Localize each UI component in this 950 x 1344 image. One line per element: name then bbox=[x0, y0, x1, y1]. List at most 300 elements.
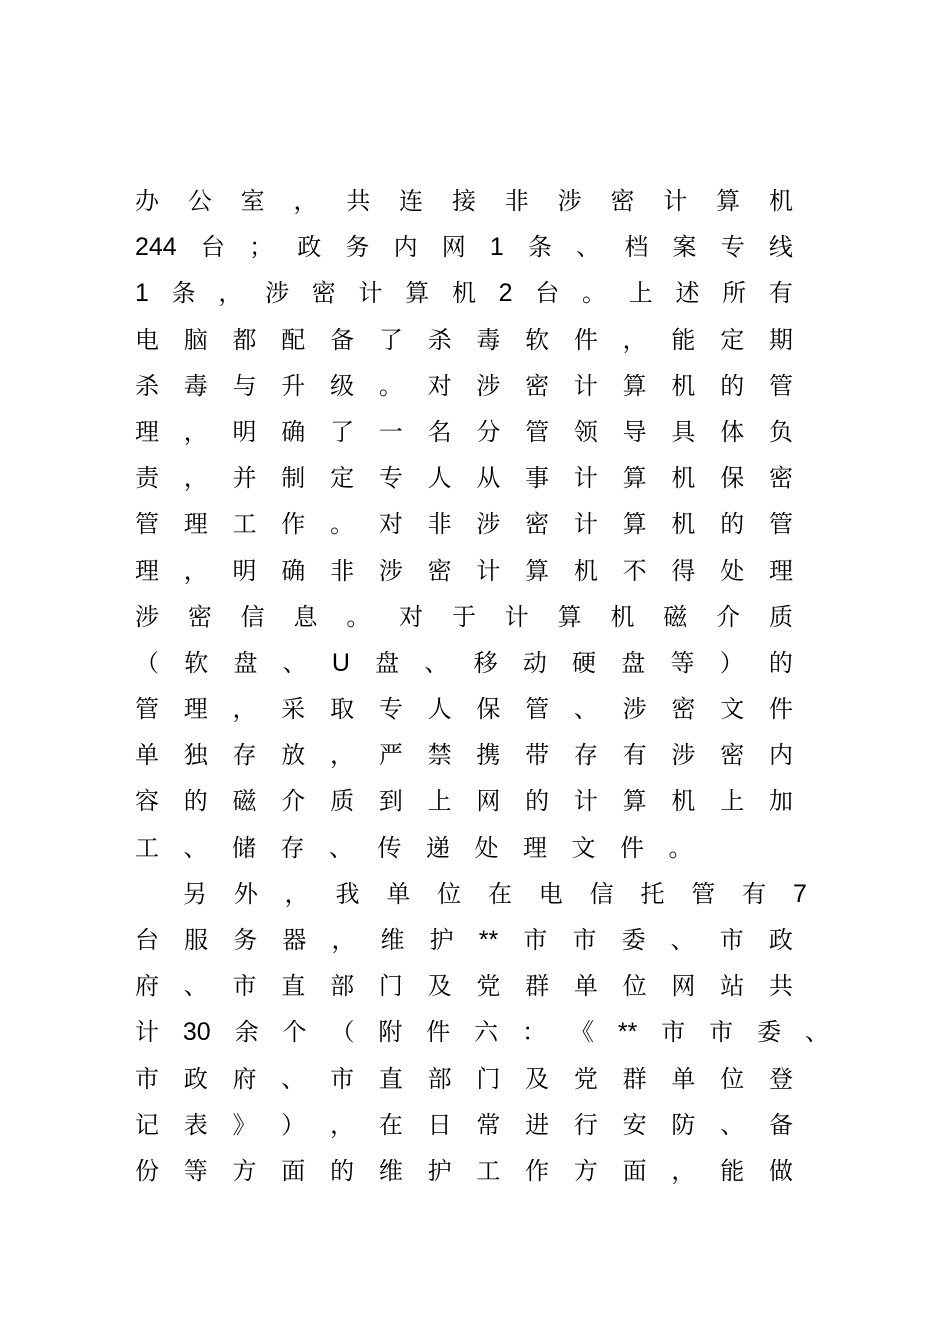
glyph: 个 bbox=[282, 1018, 307, 1047]
glyph: 共 bbox=[346, 187, 371, 215]
glyph: 党 bbox=[476, 972, 501, 1001]
glyph: 务 bbox=[233, 926, 258, 954]
text-line bbox=[135, 501, 793, 547]
glyph: 配 bbox=[281, 325, 306, 354]
glyph: 存 bbox=[280, 833, 305, 862]
glyph: 及 bbox=[427, 972, 452, 1001]
glyph: 具 bbox=[671, 417, 696, 446]
glyph: 工 bbox=[232, 510, 257, 539]
glyph: 的 bbox=[720, 510, 745, 539]
glyph: ， bbox=[293, 187, 318, 215]
glyph: 在 bbox=[378, 1110, 403, 1139]
glyph: 台 bbox=[535, 279, 560, 308]
glyph: 市 bbox=[572, 926, 597, 954]
glyph: 我 bbox=[335, 879, 360, 908]
glyph: 。 bbox=[668, 833, 693, 862]
glyph: 行 bbox=[573, 1110, 598, 1139]
glyph: 在 bbox=[487, 879, 512, 908]
glyph: 明 bbox=[232, 417, 257, 446]
glyph: ， bbox=[232, 695, 257, 724]
glyph: 党 bbox=[573, 1064, 598, 1093]
glyph: 1 bbox=[489, 233, 504, 262]
glyph: 。 bbox=[330, 510, 355, 539]
glyph: 软 bbox=[184, 648, 209, 677]
glyph: 件 bbox=[573, 325, 598, 354]
text-line bbox=[135, 178, 793, 224]
glyph: 部 bbox=[427, 1064, 452, 1093]
glyph: 密 bbox=[187, 602, 212, 631]
glyph: 算 bbox=[622, 787, 647, 816]
glyph: 的 bbox=[183, 787, 208, 816]
glyph: 算 bbox=[622, 464, 647, 493]
glyph: ； bbox=[249, 233, 274, 262]
glyph: 涉 bbox=[476, 510, 501, 539]
glyph: 机 bbox=[671, 464, 696, 493]
glyph: 算 bbox=[622, 371, 647, 400]
glyph: 市 bbox=[135, 1064, 159, 1093]
glyph: 与 bbox=[232, 371, 257, 400]
body-text bbox=[135, 178, 835, 1194]
glyph: 质 bbox=[768, 602, 793, 631]
glyph: 了 bbox=[378, 325, 403, 354]
glyph: ， bbox=[622, 325, 647, 354]
glyph: 群 bbox=[525, 972, 550, 1001]
glyph: 室 bbox=[240, 187, 265, 215]
glyph: 上 bbox=[427, 787, 452, 816]
glyph: 动 bbox=[522, 648, 547, 677]
glyph: 机 bbox=[451, 279, 476, 308]
glyph: 做 bbox=[768, 1156, 793, 1185]
glyph: 了 bbox=[330, 417, 355, 446]
glyph: 公 bbox=[187, 187, 212, 215]
glyph: 有 bbox=[742, 879, 767, 908]
glyph: 保 bbox=[720, 464, 745, 493]
glyph: 处 bbox=[474, 833, 499, 862]
glyph: 台 bbox=[200, 233, 225, 262]
glyph: 确 bbox=[281, 417, 306, 446]
glyph: 方 bbox=[573, 1156, 598, 1185]
glyph: 传 bbox=[377, 833, 402, 862]
glyph: 市 bbox=[709, 1018, 734, 1047]
text-line bbox=[135, 917, 793, 963]
glyph: 。 bbox=[346, 602, 371, 631]
glyph: 介 bbox=[716, 602, 741, 631]
glyph: 。 bbox=[378, 371, 403, 400]
glyph: 密 bbox=[610, 187, 635, 215]
glyph: 、 bbox=[804, 1018, 829, 1047]
glyph: 件 bbox=[768, 695, 793, 724]
glyph: 质 bbox=[330, 787, 355, 816]
glyph: 理 bbox=[768, 556, 793, 585]
glyph: 密 bbox=[671, 695, 696, 724]
glyph: 定 bbox=[720, 325, 745, 354]
glyph: 门 bbox=[476, 1064, 501, 1093]
glyph: 理 bbox=[183, 695, 208, 724]
glyph: 站 bbox=[720, 972, 745, 1001]
glyph: 六 bbox=[474, 1018, 499, 1047]
glyph: 处 bbox=[720, 556, 745, 585]
glyph: 单 bbox=[671, 1064, 696, 1093]
glyph: 》 bbox=[232, 1110, 257, 1139]
text-line bbox=[135, 455, 793, 501]
glyph: 机 bbox=[610, 602, 635, 631]
glyph: 办 bbox=[135, 187, 159, 215]
glyph: 上 bbox=[628, 279, 653, 308]
glyph: 算 bbox=[557, 602, 582, 631]
glyph: 密 bbox=[720, 741, 745, 770]
glyph: 毒 bbox=[476, 325, 501, 354]
glyph: 市 bbox=[523, 926, 548, 954]
glyph: 能 bbox=[671, 325, 696, 354]
glyph: 独 bbox=[183, 741, 208, 770]
glyph: ， bbox=[671, 1156, 696, 1185]
glyph: 采 bbox=[281, 695, 306, 724]
glyph: 盘 bbox=[375, 648, 400, 677]
glyph: 非 bbox=[427, 510, 452, 539]
glyph: 计 bbox=[135, 1018, 159, 1047]
glyph: ： bbox=[522, 1018, 547, 1047]
glyph: 硬 bbox=[572, 648, 597, 677]
glyph: 网 bbox=[441, 233, 466, 262]
glyph: 市 bbox=[719, 926, 744, 954]
glyph: 位 bbox=[437, 879, 462, 908]
glyph: 方 bbox=[232, 1156, 257, 1185]
glyph: 台 bbox=[135, 926, 159, 954]
glyph: 政 bbox=[297, 233, 322, 262]
glyph: 。 bbox=[582, 279, 606, 308]
glyph: 面 bbox=[622, 1156, 647, 1185]
text-line bbox=[135, 1056, 793, 1102]
glyph: 机 bbox=[671, 371, 696, 400]
glyph: 机 bbox=[573, 556, 598, 585]
glyph: 的 bbox=[330, 1156, 355, 1185]
glyph: 等 bbox=[670, 648, 695, 677]
glyph: ** bbox=[617, 1018, 638, 1047]
glyph: 市 bbox=[232, 972, 257, 1001]
glyph: 负 bbox=[768, 417, 793, 446]
glyph: 密 bbox=[768, 464, 793, 493]
text-line bbox=[135, 594, 793, 640]
glyph: 涉 bbox=[135, 602, 159, 631]
glyph: 容 bbox=[135, 787, 159, 816]
text-line bbox=[135, 1148, 793, 1194]
glyph: 存 bbox=[573, 741, 598, 770]
glyph: 明 bbox=[232, 556, 257, 585]
glyph: 对 bbox=[399, 602, 424, 631]
glyph: 密 bbox=[427, 556, 452, 585]
glyph: ） bbox=[719, 648, 744, 677]
glyph: 日 bbox=[427, 1110, 452, 1139]
glyph: 群 bbox=[622, 1064, 647, 1093]
glyph: 磁 bbox=[663, 602, 688, 631]
glyph: 、 bbox=[282, 648, 307, 677]
glyph: 涉 bbox=[378, 556, 403, 585]
glyph: 杀 bbox=[135, 371, 159, 400]
glyph: 内 bbox=[393, 233, 418, 262]
glyph: ** bbox=[478, 926, 499, 954]
glyph: 取 bbox=[330, 695, 355, 724]
glyph: 有 bbox=[622, 741, 647, 770]
glyph: 服 bbox=[184, 926, 209, 954]
glyph: 计 bbox=[573, 371, 598, 400]
glyph: 网 bbox=[476, 787, 501, 816]
glyph: 档 bbox=[624, 233, 649, 262]
glyph: 计 bbox=[358, 279, 383, 308]
glyph: 管 bbox=[135, 695, 159, 724]
glyph: 储 bbox=[232, 833, 256, 862]
glyph: 单 bbox=[573, 972, 598, 1001]
glyph: 机 bbox=[671, 787, 696, 816]
glyph: 电 bbox=[538, 879, 563, 908]
glyph: 、 bbox=[424, 648, 449, 677]
glyph: 份 bbox=[135, 1156, 159, 1185]
glyph: 不 bbox=[622, 556, 647, 585]
glyph: 的 bbox=[768, 648, 793, 677]
glyph: 涉 bbox=[265, 279, 290, 308]
glyph: 安 bbox=[622, 1110, 647, 1139]
glyph: 、 bbox=[573, 695, 598, 724]
glyph: 密 bbox=[525, 510, 550, 539]
text-line bbox=[135, 963, 793, 1009]
glyph: 级 bbox=[330, 371, 355, 400]
glyph: ， bbox=[183, 417, 208, 446]
glyph: 算 bbox=[405, 279, 430, 308]
glyph: 上 bbox=[720, 787, 745, 816]
glyph: 得 bbox=[671, 556, 696, 585]
glyph: 位 bbox=[720, 1064, 745, 1093]
glyph: 共 bbox=[768, 972, 793, 1001]
glyph: 禁 bbox=[427, 741, 452, 770]
glyph: 信 bbox=[589, 879, 614, 908]
glyph: 升 bbox=[281, 371, 306, 400]
text-line bbox=[135, 224, 793, 270]
text-line bbox=[135, 732, 793, 778]
glyph: 的 bbox=[720, 371, 745, 400]
glyph: 理 bbox=[183, 510, 208, 539]
glyph: 分 bbox=[476, 417, 501, 446]
glyph: 、 bbox=[183, 833, 208, 862]
glyph: 都 bbox=[232, 325, 257, 354]
glyph: 脑 bbox=[183, 325, 208, 354]
glyph: 、 bbox=[720, 1110, 745, 1139]
glyph: 件 bbox=[426, 1018, 451, 1047]
glyph: ， bbox=[218, 279, 243, 308]
glyph: 非 bbox=[504, 187, 529, 215]
glyph: 严 bbox=[378, 741, 403, 770]
glyph: 放 bbox=[281, 741, 306, 770]
glyph: 杀 bbox=[427, 325, 452, 354]
glyph: 算 bbox=[622, 510, 647, 539]
glyph: ， bbox=[183, 464, 208, 493]
glyph: 市 bbox=[661, 1018, 686, 1047]
glyph: 面 bbox=[281, 1156, 306, 1185]
glyph: 管 bbox=[525, 695, 550, 724]
glyph: 位 bbox=[622, 972, 647, 1001]
glyph: 文 bbox=[571, 833, 596, 862]
glyph: 、 bbox=[670, 926, 695, 954]
glyph: 线 bbox=[768, 233, 793, 262]
glyph: 计 bbox=[504, 602, 529, 631]
glyph: 算 bbox=[525, 556, 550, 585]
glyph: 人 bbox=[427, 695, 452, 724]
text-line bbox=[135, 825, 793, 871]
glyph: 递 bbox=[426, 833, 450, 862]
text-line bbox=[135, 363, 793, 409]
glyph: 、 bbox=[183, 972, 208, 1001]
glyph: 软 bbox=[525, 325, 550, 354]
glyph: 门 bbox=[378, 972, 403, 1001]
glyph: 磁 bbox=[232, 787, 257, 816]
glyph: 、 bbox=[329, 833, 353, 862]
glyph: 理 bbox=[135, 417, 159, 446]
glyph: 及 bbox=[525, 1064, 550, 1093]
glyph: 市 bbox=[330, 1064, 355, 1093]
glyph: 244 bbox=[135, 233, 177, 262]
glyph: 存 bbox=[232, 741, 257, 770]
glyph: 密 bbox=[311, 279, 336, 308]
glyph: 2 bbox=[498, 279, 513, 308]
glyph: 常 bbox=[476, 1110, 501, 1139]
glyph: 管 bbox=[691, 879, 716, 908]
glyph: 确 bbox=[281, 556, 306, 585]
glyph: 计 bbox=[476, 556, 501, 585]
glyph: 所 bbox=[722, 279, 747, 308]
glyph: 期 bbox=[768, 325, 793, 354]
glyph: 文 bbox=[720, 695, 745, 724]
glyph: 一 bbox=[378, 417, 403, 446]
glyph: 制 bbox=[281, 464, 306, 493]
glyph: 直 bbox=[281, 972, 306, 1001]
glyph: （ bbox=[330, 1018, 355, 1047]
glyph: 部 bbox=[330, 972, 355, 1001]
glyph: 维 bbox=[380, 926, 405, 954]
glyph: 管 bbox=[768, 371, 793, 400]
glyph: 记 bbox=[135, 1110, 159, 1139]
glyph: 对 bbox=[427, 371, 452, 400]
glyph: 密 bbox=[525, 371, 550, 400]
text-line bbox=[135, 778, 793, 824]
glyph: 从 bbox=[476, 464, 501, 493]
glyph: 府 bbox=[232, 1064, 257, 1093]
glyph: 计 bbox=[573, 464, 598, 493]
glyph: 案 bbox=[672, 233, 697, 262]
glyph: 委 bbox=[757, 1018, 782, 1047]
glyph: 政 bbox=[183, 1064, 208, 1093]
glyph: 器 bbox=[282, 926, 307, 954]
text-line bbox=[135, 1102, 793, 1148]
glyph: 、 bbox=[576, 233, 601, 262]
glyph: 1 bbox=[135, 279, 149, 308]
glyph: （ bbox=[135, 648, 159, 677]
glyph: 涉 bbox=[557, 187, 582, 215]
glyph: 等 bbox=[183, 1156, 208, 1185]
glyph: 表 bbox=[183, 1110, 208, 1139]
glyph: 电 bbox=[135, 325, 159, 354]
glyph: 管 bbox=[135, 510, 159, 539]
glyph: 专 bbox=[720, 233, 745, 262]
text-line bbox=[135, 317, 793, 363]
glyph: 件 bbox=[620, 833, 644, 862]
glyph: 护 bbox=[427, 1156, 452, 1185]
glyph: 委 bbox=[621, 926, 646, 954]
glyph: 护 bbox=[429, 926, 454, 954]
text-line bbox=[135, 640, 793, 686]
glyph: 登 bbox=[768, 1064, 793, 1093]
glyph: 工 bbox=[135, 833, 159, 862]
glyph: 盘 bbox=[233, 648, 258, 677]
glyph: 介 bbox=[281, 787, 306, 816]
glyph: ， bbox=[284, 879, 309, 908]
glyph: ， bbox=[330, 1110, 355, 1139]
glyph: 7 bbox=[792, 879, 807, 908]
glyph: 述 bbox=[675, 279, 700, 308]
glyph: 保 bbox=[476, 695, 501, 724]
glyph: 定 bbox=[330, 464, 355, 493]
glyph: 非 bbox=[330, 556, 355, 585]
glyph: 府 bbox=[135, 972, 159, 1001]
glyph: 涉 bbox=[622, 695, 647, 724]
glyph: 工 bbox=[476, 1156, 501, 1185]
glyph: 托 bbox=[640, 879, 665, 908]
glyph: 单 bbox=[386, 879, 411, 908]
paragraph-first-line bbox=[183, 871, 807, 917]
glyph: 事 bbox=[525, 464, 550, 493]
glyph: 作 bbox=[525, 1156, 550, 1185]
glyph: 有 bbox=[768, 279, 793, 308]
glyph: 的 bbox=[525, 787, 550, 816]
glyph: ， bbox=[330, 741, 355, 770]
glyph: 连 bbox=[399, 187, 424, 215]
text-line bbox=[135, 409, 793, 455]
text-line bbox=[135, 686, 793, 732]
glyph: U bbox=[331, 648, 350, 677]
glyph: 30 bbox=[182, 1018, 211, 1047]
glyph: 带 bbox=[525, 741, 550, 770]
glyph: 网 bbox=[671, 972, 696, 1001]
glyph: 理 bbox=[523, 833, 547, 862]
glyph: 对 bbox=[378, 510, 403, 539]
glyph: ） bbox=[281, 1110, 306, 1139]
glyph: 附 bbox=[378, 1018, 403, 1047]
text-line bbox=[135, 1009, 829, 1055]
glyph: 作 bbox=[281, 510, 306, 539]
glyph: 盘 bbox=[621, 648, 646, 677]
glyph: 导 bbox=[622, 417, 647, 446]
glyph: 余 bbox=[234, 1018, 259, 1047]
text-line bbox=[135, 548, 793, 594]
glyph: 涉 bbox=[476, 371, 501, 400]
glyph: 另 bbox=[183, 879, 207, 908]
glyph: 息 bbox=[293, 602, 318, 631]
glyph: 管 bbox=[768, 510, 793, 539]
glyph: 条 bbox=[171, 279, 196, 308]
glyph: 专 bbox=[378, 695, 403, 724]
glyph: 维 bbox=[378, 1156, 403, 1185]
glyph: 算 bbox=[716, 187, 741, 215]
glyph: 名 bbox=[427, 417, 452, 446]
glyph: 管 bbox=[525, 417, 550, 446]
glyph: 于 bbox=[451, 602, 476, 631]
glyph: 人 bbox=[427, 464, 452, 493]
glyph: 能 bbox=[720, 1156, 745, 1185]
glyph: 专 bbox=[378, 464, 403, 493]
glyph: 直 bbox=[378, 1064, 403, 1093]
glyph: 移 bbox=[473, 648, 498, 677]
glyph: 《 bbox=[569, 1018, 594, 1047]
glyph: 毒 bbox=[183, 371, 208, 400]
glyph: 单 bbox=[135, 741, 159, 770]
glyph: 务 bbox=[345, 233, 370, 262]
